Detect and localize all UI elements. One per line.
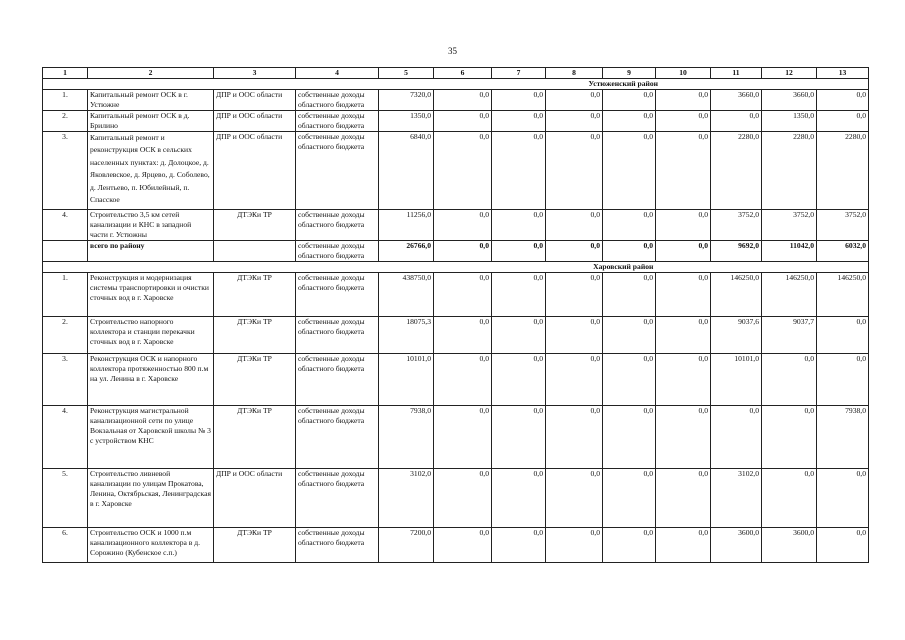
cell-value: 2280,0 xyxy=(711,132,762,210)
funding-source: собственные доходы областного бюджета xyxy=(296,210,379,241)
cell-value: 0,0 xyxy=(817,317,869,354)
cell-value: 0,0 xyxy=(492,469,546,528)
cell-value: 0,0 xyxy=(711,406,762,469)
project-name: Капитальный ремонт и реконструкция ОСК в сельских населенных пунктах: д. Долоцкое, д. Яковлевское, д. Ярцево, д. Соболево, д. Лентьево, п. Юбилейный, п. Спасское xyxy=(88,132,214,210)
project-name: Капитальный ремонт ОСК в г. Устюжне xyxy=(88,90,214,111)
funding-source: собственные доходы областного бюджета xyxy=(296,317,379,354)
col-header: 1 xyxy=(43,68,88,79)
col-header: 11 xyxy=(711,68,762,79)
cell-value: 3660,0 xyxy=(762,90,817,111)
cell-value: 2280,0 xyxy=(817,132,869,210)
cell-value: 0,0 xyxy=(656,317,711,354)
cell-value: 3600,0 xyxy=(711,528,762,563)
cell-value: 7938,0 xyxy=(817,406,869,469)
cell-value: 6032,0 xyxy=(817,241,869,262)
table-row xyxy=(43,406,869,469)
cell-value: 0,0 xyxy=(603,90,656,111)
executor: ДТЭКи ТР xyxy=(214,406,296,469)
cell-value: 3752,0 xyxy=(762,210,817,241)
cell-value: 1350,0 xyxy=(762,111,817,132)
district-name: Устюженский район xyxy=(379,79,869,90)
funding-source: собственные доходы областного бюджета xyxy=(296,528,379,563)
funding-source: собственные доходы областного бюджета xyxy=(296,241,379,262)
cell-value: 0,0 xyxy=(603,241,656,262)
cell-value: 0,0 xyxy=(603,111,656,132)
total-row xyxy=(43,241,869,262)
project-name: Капитальный ремонт ОСК в д. Брилино xyxy=(88,111,214,132)
cell-value: 438750,0 xyxy=(379,273,434,317)
cell-value: 0,0 xyxy=(656,111,711,132)
total-label: всего по району xyxy=(88,241,214,262)
funding-source: собственные доходы областного бюджета xyxy=(296,90,379,111)
row-number: 6. xyxy=(43,528,88,563)
funding-source: собственные доходы областного бюджета xyxy=(296,273,379,317)
cell-value: 7938,0 xyxy=(379,406,434,469)
cell-value: 0,0 xyxy=(603,273,656,317)
cell-value: 0,0 xyxy=(762,406,817,469)
cell-value: 9037,7 xyxy=(762,317,817,354)
table-row xyxy=(43,111,869,132)
cell-value: 9692,0 xyxy=(711,241,762,262)
project-name: Строительство 3,5 км сетей канализации и КНС в западной части г. Устюжны xyxy=(88,210,214,241)
cell-value: 0,0 xyxy=(603,354,656,406)
cell-value: 0,0 xyxy=(546,354,603,406)
col-header: 13 xyxy=(817,68,869,79)
cell-value: 0,0 xyxy=(492,273,546,317)
project-name: Строительство ливневой канализации по улицам Прокатова, Ленина, Октябрьская, Ленинградская в г. Харовске xyxy=(88,469,214,528)
executor: ДПР и ООС области xyxy=(214,90,296,111)
col-header: 2 xyxy=(88,68,214,79)
cell-value: 10101,0 xyxy=(711,354,762,406)
cell-value: 0,0 xyxy=(492,317,546,354)
cell-value: 0,0 xyxy=(434,354,492,406)
cell-value: 0,0 xyxy=(434,317,492,354)
cell-value: 0,0 xyxy=(546,406,603,469)
cell-value: 0,0 xyxy=(492,241,546,262)
executor: ДТЭКи ТР xyxy=(214,528,296,563)
cell-value: 7200,0 xyxy=(379,528,434,563)
cell-value: 0,0 xyxy=(656,354,711,406)
cell-value: 0,0 xyxy=(434,132,492,210)
col-header: 5 xyxy=(379,68,434,79)
cell-value: 0,0 xyxy=(492,528,546,563)
cell-value: 146250,0 xyxy=(817,273,869,317)
col-header: 6 xyxy=(434,68,492,79)
page-number: 35 xyxy=(448,46,457,56)
cell-value: 0,0 xyxy=(434,406,492,469)
funding-source: собственные доходы областного бюджета xyxy=(296,469,379,528)
cell-value: 0,0 xyxy=(546,273,603,317)
cell-value: 0,0 xyxy=(711,111,762,132)
cell-value: 3752,0 xyxy=(711,210,762,241)
cell-value: 0,0 xyxy=(546,210,603,241)
cell-value: 10101,0 xyxy=(379,354,434,406)
cell-value: 2280,0 xyxy=(762,132,817,210)
executor: ДТЭКи ТР xyxy=(214,273,296,317)
cell-value: 0,0 xyxy=(546,90,603,111)
row-number: 1. xyxy=(43,273,88,317)
cell-value: 0,0 xyxy=(434,90,492,111)
cell-value: 0,0 xyxy=(603,317,656,354)
cell-value: 0,0 xyxy=(817,90,869,111)
cell-value: 3102,0 xyxy=(711,469,762,528)
funding-source: собственные доходы областного бюджета xyxy=(296,406,379,469)
cell-value: 0,0 xyxy=(492,111,546,132)
cell-value: 0,0 xyxy=(762,354,817,406)
cell-value: 0,0 xyxy=(546,469,603,528)
cell-value: 0,0 xyxy=(434,241,492,262)
cell-value: 0,0 xyxy=(817,354,869,406)
cell-value: 3102,0 xyxy=(379,469,434,528)
col-header: 8 xyxy=(546,68,603,79)
project-name: Реконструкция магистральной канализационной сети по улице Вокзальная от Харовской школы № 3 с устройством КНС xyxy=(88,406,214,469)
cell-value: 0,0 xyxy=(656,273,711,317)
cell-value: 0,0 xyxy=(817,111,869,132)
row-number: 2. xyxy=(43,111,88,132)
cell-value: 146250,0 xyxy=(711,273,762,317)
funding-source: собственные доходы областного бюджета xyxy=(296,111,379,132)
table-row xyxy=(43,528,869,563)
cell-value: 0,0 xyxy=(603,528,656,563)
executor: ДПР и ООС области xyxy=(214,132,296,210)
executor: ДТЭКи ТР xyxy=(214,210,296,241)
project-name: Строительство ОСК и 1000 п.м канализационного коллектора в д. Сорожино (Кубенское с.п.) xyxy=(88,528,214,563)
row-number: 4. xyxy=(43,210,88,241)
header-row xyxy=(43,68,869,79)
col-header: 9 xyxy=(603,68,656,79)
row-number: 1. xyxy=(43,90,88,111)
table-row xyxy=(43,469,869,528)
cell-value: 9037,6 xyxy=(711,317,762,354)
row-number: 4. xyxy=(43,406,88,469)
cell-value: 3600,0 xyxy=(762,528,817,563)
cell-value: 11042,0 xyxy=(762,241,817,262)
cell-value: 0,0 xyxy=(546,528,603,563)
cell-value: 0,0 xyxy=(492,354,546,406)
cell-value: 0,0 xyxy=(817,528,869,563)
cell-value: 0,0 xyxy=(434,210,492,241)
col-header: 7 xyxy=(492,68,546,79)
funding-source: собственные доходы областного бюджета xyxy=(296,354,379,406)
row-number: 2. xyxy=(43,317,88,354)
executor: ДПР и ООС области xyxy=(214,111,296,132)
cell-value: 0,0 xyxy=(656,528,711,563)
col-header: 10 xyxy=(656,68,711,79)
row-number: 3. xyxy=(43,132,88,210)
table-row xyxy=(43,210,869,241)
executor: ДПР и ООС области xyxy=(214,469,296,528)
cell-value: 0,0 xyxy=(817,469,869,528)
project-name: Строительство напорного коллектора и станции перекачки сточных вод в г. Харовске xyxy=(88,317,214,354)
project-name: Реконструкция ОСК и напорного коллектора протяженностью 800 п.м на ул. Ленина в г. Харовске xyxy=(88,354,214,406)
cell-value: 18075,3 xyxy=(379,317,434,354)
cell-value: 0,0 xyxy=(434,528,492,563)
cell-value: 6840,0 xyxy=(379,132,434,210)
cell-value: 1350,0 xyxy=(379,111,434,132)
cell-value: 0,0 xyxy=(434,111,492,132)
col-header: 4 xyxy=(296,68,379,79)
district-row xyxy=(43,79,869,90)
cell-value: 0,0 xyxy=(603,132,656,210)
table-row xyxy=(43,90,869,111)
cell-value: 0,0 xyxy=(762,469,817,528)
cell-value: 0,0 xyxy=(656,210,711,241)
cell-value: 0,0 xyxy=(603,469,656,528)
project-name: Реконструкция и модернизация системы транспортировки и очистки сточных вод в г. Харовске xyxy=(88,273,214,317)
cell-value: 0,0 xyxy=(603,406,656,469)
table-row xyxy=(43,132,869,210)
cell-value: 0,0 xyxy=(434,469,492,528)
cell-value: 3660,0 xyxy=(711,90,762,111)
cell-value: 7320,0 xyxy=(379,90,434,111)
row-number: 3. xyxy=(43,354,88,406)
cell-value: 0,0 xyxy=(656,90,711,111)
cell-value: 3752,0 xyxy=(817,210,869,241)
table-row xyxy=(43,317,869,354)
funding-source: собственные доходы областного бюджета xyxy=(296,132,379,210)
district-name: Харовский район xyxy=(379,262,869,273)
cell-value: 0,0 xyxy=(492,90,546,111)
cell-value: 0,0 xyxy=(603,210,656,241)
executor: ДТЭКи ТР xyxy=(214,354,296,406)
cell-value: 0,0 xyxy=(492,406,546,469)
cell-value: 11256,0 xyxy=(379,210,434,241)
cell-value: 146250,0 xyxy=(762,273,817,317)
col-header: 12 xyxy=(762,68,817,79)
cell-value: 0,0 xyxy=(434,273,492,317)
executor: ДТЭКи ТР xyxy=(214,317,296,354)
cell-value: 0,0 xyxy=(546,241,603,262)
table-row xyxy=(43,354,869,406)
cell-value: 0,0 xyxy=(656,406,711,469)
district-row xyxy=(43,262,869,273)
cell-value: 26766,0 xyxy=(379,241,434,262)
cell-value: 0,0 xyxy=(656,241,711,262)
row-number: 5. xyxy=(43,469,88,528)
table-row xyxy=(43,273,869,317)
cell-value: 0,0 xyxy=(546,132,603,210)
cell-value: 0,0 xyxy=(656,469,711,528)
cell-value: 0,0 xyxy=(546,317,603,354)
col-header: 3 xyxy=(214,68,296,79)
cell-value: 0,0 xyxy=(656,132,711,210)
budget-table xyxy=(42,67,869,563)
cell-value: 0,0 xyxy=(492,132,546,210)
cell-value: 0,0 xyxy=(546,111,603,132)
cell-value: 0,0 xyxy=(492,210,546,241)
